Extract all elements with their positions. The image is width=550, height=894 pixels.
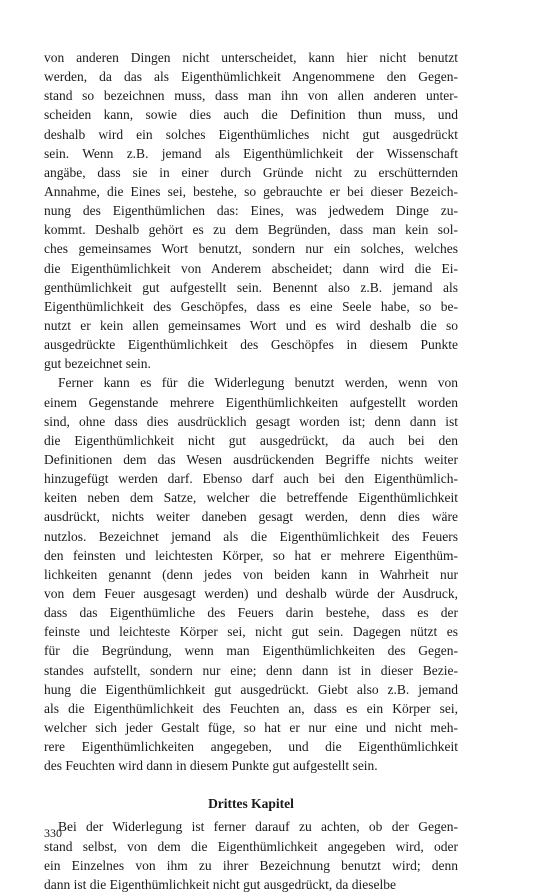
text-line: als die Eigenthümlichkeit des Feuchten an, dass es ein Körper sei, [44,700,458,716]
text-line: gut bezeichnet sein. [44,356,151,372]
text-line: hung die Eigenthümlichkeit gut ausgedrückt. Giebt also z.B. jemand [44,681,458,697]
text-line: den feinsten und leichtesten Körper, so hat er mehrere Eigenthüm- [44,547,458,563]
text-line: dann ist die Eigenthümlichkeit nicht gut ausgedrückt, da dieselbe [44,876,397,892]
text-line: die Eigenthümlichkeit von Anderem abscheidet; dann wird die Ei- [44,260,458,276]
text-line: ein Einzelnes von ihm zu ihrer Bezeichnung benutzt wird; denn [44,857,458,873]
text-line: Bei der Widerlegung ist ferner darauf zu achten, ob der Gegen- [58,819,458,835]
paragraph-3 [44,817,458,894]
text-line: Annahme, die Eines sei, bestehe, so gebrauchte er bei dieser Bezeich- [44,183,458,199]
text-line: rere Eigenthümlichkeiten angegeben, und die Eigenthümlichkeit [44,739,458,755]
text-line: die Eigenthümlichkeit nicht gut ausgedrückt, da auch bei den [44,432,458,448]
text-line: nung des Eigenthümlichen das: Eines, was jedwedem Dinge zu- [44,203,458,219]
text-line: von dem Feuer ausgesagt werden) und deshalb würde der Ausdruck, [44,585,458,601]
text-line: ches gemeinsames Wort benutzt, sondern nur ein solches, welches [44,241,458,257]
text-line: lichkeiten genannt (denn jedes von beiden kann in Wahrheit nur [44,566,458,582]
paragraph-1 [44,48,458,373]
text-line: Definitionen dem das Wesen ausdrückenden Begriffe nichts weiter [44,451,458,467]
text-line: einem Gegenstande mehrere Eigenthümlichkeiten aufgestellt worden [44,394,458,410]
page-number: 330 [44,826,62,840]
text-line: angäbe, dass sie in einer durch Gründe nicht zu erschütternden [44,164,458,180]
text-line: für die Begründung, wenn man Eigenthümlichkeiten des Gegen- [44,643,458,659]
text-line: nutzlos. Bezeichnet jemand als die Eigenthümlichkeit des Feuers [44,528,458,544]
text-line: keiten neben dem Satze, welcher die betreffende Eigenthümlichkeit [44,490,458,506]
text-line: von anderen Dingen nicht unterscheidet, kann hier nicht benutzt [44,50,458,65]
text-line: sein. Wenn z.B. jemand als Eigenthümlichkeit der Wissenschaft [44,145,458,161]
text-line: scheiden kann, sowie dies auch die Definition thun muss, und [44,107,458,123]
text-line: deshalb wird ein solches Eigenthümliches nicht gut ausgedrückt [44,126,458,142]
text-line: werden, da das als Eigenthümlichkeit Angenommene den Gegen- [44,69,458,85]
text-line: feinste und leichteste Körper sei, nicht gut sein. Dagegen nützt es [44,624,458,640]
text-line: welcher sich jeder Gestalt füge, so hat er nur eine und nicht meh- [44,719,458,735]
text-line: ausdrückt, nichts weiter daneben gesagt werden, denn dies wäre [44,509,458,525]
text-line: standes aufstellt, sondern nur eine; denn dann ist in dieser Bezie- [44,662,458,678]
text-line: kommt. Deshalb gehört es zu dem Begründen, dass man kein sol- [44,222,458,238]
text-line: sind, ohne dass dies ausdrücklich gesagt worden ist; denn dann ist [44,413,458,429]
text-line: Ferner kann es für die Widerlegung benutzt werden, wenn von [58,375,458,391]
text-line: dass das Eigenthümliche des Feuers darin bestehe, dass es der [44,605,458,621]
text-line: genthümlichkeit gut aufgestellt sein. Benennt also z.B. jemand als [44,279,458,295]
text-line: Eigenthümlichkeit des Geschöpfes, dass es eine Seele habe, so be- [44,298,458,314]
text-line: des Feuchten wird dann in diesem Punkte gut aufgestellt sein. [44,758,378,774]
text-line: ausgedrückte Eigenthümlichkeit des Geschöpfes in diesem Punkte [44,337,458,353]
paragraph-2 [44,373,458,775]
text-line: nutzt er kein allen gemeinsames Wort und es wird deshalb die so [44,317,458,333]
chapter-heading: Drittes Kapitel [208,796,294,812]
text-line: stand so bezeichnen muss, dass man ihn von allen anderen unter- [44,88,458,104]
page-body [44,48,458,894]
text-line: hinzugefügt werden darf. Ebenso darf auch bei den Eigenthümlich- [44,471,458,487]
text-line: stand selbst, von dem die Eigenthümlichkeit angegeben wird, oder [44,838,458,854]
